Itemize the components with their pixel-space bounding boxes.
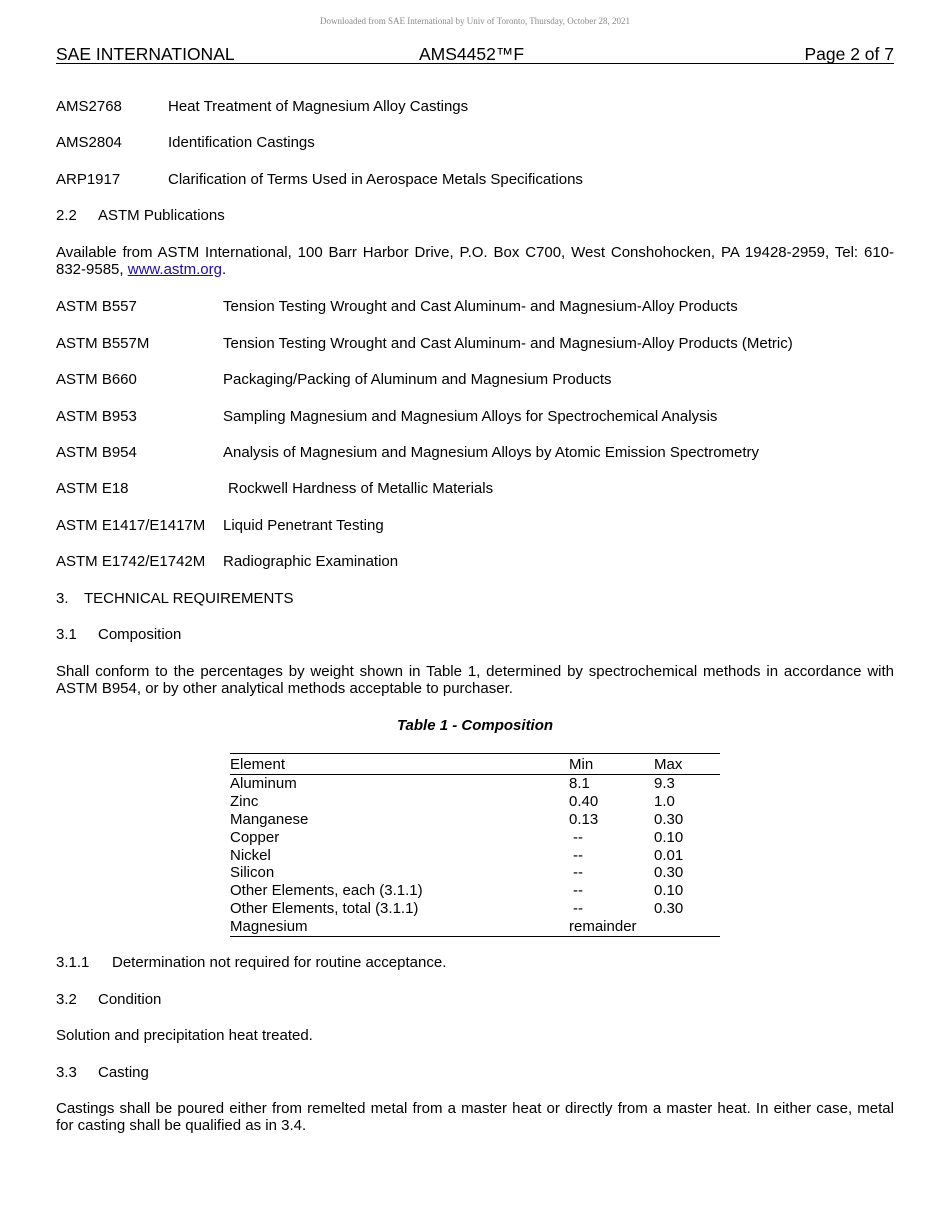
cell-min: -- bbox=[573, 846, 583, 864]
reference-title: Packaging/Packing of Aluminum and Magnesium Products bbox=[223, 371, 612, 388]
reference-title: Heat Treatment of Magnesium Alloy Castings bbox=[168, 98, 469, 115]
reference-title: Tension Testing Wrought and Cast Aluminum- and Magnesium-Alloy Products bbox=[223, 298, 738, 315]
composition-paragraph: Shall conform to the percentages by weight shown in Table 1, determined by spectrochemical methods in accordance with ASTM B954, or by other analytical methods acceptable to purchaser. bbox=[56, 663, 894, 697]
cell-max: 0.30 bbox=[654, 900, 684, 918]
cell-max: 0.10 bbox=[654, 882, 684, 900]
condition-paragraph: Solution and precipitation heat treated. bbox=[56, 1027, 313, 1044]
cell-max: 1.0 bbox=[654, 792, 675, 810]
reference-code: ASTM B953 bbox=[56, 408, 137, 425]
cell-element: Other Elements, total (3.1.1) bbox=[230, 900, 419, 918]
cell-element: Magnesium bbox=[230, 918, 308, 936]
cell-element: Other Elements, each (3.1.1) bbox=[230, 882, 423, 900]
section-title: Composition bbox=[98, 626, 182, 643]
cell-min: -- bbox=[573, 882, 583, 900]
reference-title: Liquid Penetrant Testing bbox=[223, 517, 384, 534]
cell-min: 8.1 bbox=[569, 774, 590, 792]
column-header-element: Element bbox=[230, 754, 569, 775]
cell-min: remainder bbox=[569, 918, 637, 936]
header-rule bbox=[56, 63, 894, 64]
cell-min: -- bbox=[573, 828, 583, 846]
section-title: Condition bbox=[98, 991, 162, 1008]
cell-max: 0.30 bbox=[654, 810, 684, 828]
table-row bbox=[230, 900, 720, 918]
reference-title: Sampling Magnesium and Magnesium Alloys for Spectrochemical Analysis bbox=[223, 408, 718, 425]
cell-element: Manganese bbox=[230, 810, 309, 828]
reference-code: ASTM B660 bbox=[56, 371, 137, 388]
section-title: ASTM Publications bbox=[98, 207, 225, 224]
cell-max bbox=[654, 918, 720, 936]
header-org: SAE INTERNATIONAL bbox=[56, 44, 235, 64]
reference-code: ASTM B557 bbox=[56, 298, 137, 315]
astm-website-link[interactable]: www.astm.org bbox=[127, 261, 222, 278]
cell-max: 9.3 bbox=[654, 774, 675, 792]
section-title: TECHNICAL REQUIREMENTS bbox=[84, 590, 294, 607]
cell-max: 0.30 bbox=[654, 864, 684, 882]
reference-title: Identification Castings bbox=[168, 134, 315, 151]
cell-max: 0.10 bbox=[654, 828, 684, 846]
section-number: 3.3 bbox=[56, 1064, 77, 1081]
table-row bbox=[230, 882, 720, 900]
table-row bbox=[230, 829, 720, 847]
section-number: 3.2 bbox=[56, 991, 77, 1008]
section-number: 3.1 bbox=[56, 626, 77, 643]
column-header-min: Min bbox=[569, 754, 654, 775]
table-row bbox=[230, 864, 720, 882]
table-row bbox=[230, 847, 720, 865]
astm-address-end: . bbox=[221, 261, 227, 278]
section-number: 3.1.1 bbox=[56, 954, 90, 971]
reference-code: ASTM B557M bbox=[56, 335, 150, 352]
cell-min: -- bbox=[573, 864, 583, 882]
page-header bbox=[56, 44, 894, 64]
reference-title: Rockwell Hardness of Metallic Materials bbox=[228, 480, 494, 497]
reference-title: Clarification of Terms Used in Aerospace Metals Specifications bbox=[168, 171, 583, 188]
download-note: Downloaded from SAE International by Univ of Toronto, Thursday, October 28, 2021 bbox=[320, 16, 630, 26]
reference-title: Radiographic Examination bbox=[223, 553, 399, 570]
section-title: Casting bbox=[98, 1064, 149, 1081]
astm-address-text: Available from ASTM International, 100 Barr Harbor Drive, P.O. Box C700, West Conshohocken, PA 19428-2959, Tel: 610-832-9585, bbox=[56, 244, 894, 278]
header-doc-number: AMS4452™F bbox=[419, 44, 525, 64]
cell-element: Nickel bbox=[230, 846, 271, 864]
cell-element: Aluminum bbox=[230, 774, 297, 792]
reference-code: ASTM E18 bbox=[56, 480, 129, 497]
cell-min: -- bbox=[573, 900, 583, 918]
table-header-row bbox=[230, 754, 720, 775]
section-number: 2.2 bbox=[56, 207, 77, 224]
header-page-number: Page 2 of 7 bbox=[804, 44, 894, 64]
reference-title: Analysis of Magnesium and Magnesium Alloys by Atomic Emission Spectrometry bbox=[223, 444, 760, 461]
reference-code: AMS2768 bbox=[56, 98, 122, 115]
column-header-max: Max bbox=[654, 754, 720, 775]
cell-max: 0.01 bbox=[654, 846, 684, 864]
reference-code: AMS2804 bbox=[56, 134, 122, 151]
cell-min: 0.13 bbox=[569, 810, 599, 828]
section-number: 3. bbox=[56, 590, 69, 607]
cell-element: Zinc bbox=[230, 792, 259, 810]
section-text: Determination not required for routine acceptance. bbox=[112, 954, 447, 971]
table-caption: Table 1 - Composition bbox=[396, 717, 554, 734]
reference-title: Tension Testing Wrought and Cast Aluminum- and Magnesium-Alloy Products (Metric) bbox=[223, 335, 793, 352]
reference-code: ASTM B954 bbox=[56, 444, 137, 461]
astm-address-paragraph bbox=[56, 244, 894, 278]
table-row bbox=[230, 811, 720, 829]
cell-element: Copper bbox=[230, 828, 280, 846]
casting-paragraph: Castings shall be poured either from remelted metal from a master heat or directly from a master heat. In either case, metal for casting shall be qualified as in 3.4. bbox=[56, 1100, 894, 1134]
cell-element: Silicon bbox=[230, 864, 275, 882]
table-row bbox=[230, 918, 720, 936]
composition-table bbox=[230, 753, 720, 937]
table-row bbox=[230, 793, 720, 811]
reference-code: ASTM E1742/E1742M bbox=[56, 553, 206, 570]
cell-min: 0.40 bbox=[569, 792, 599, 810]
reference-code: ARP1917 bbox=[56, 171, 121, 188]
table-row bbox=[230, 774, 720, 792]
reference-code: ASTM E1417/E1417M bbox=[56, 517, 206, 534]
